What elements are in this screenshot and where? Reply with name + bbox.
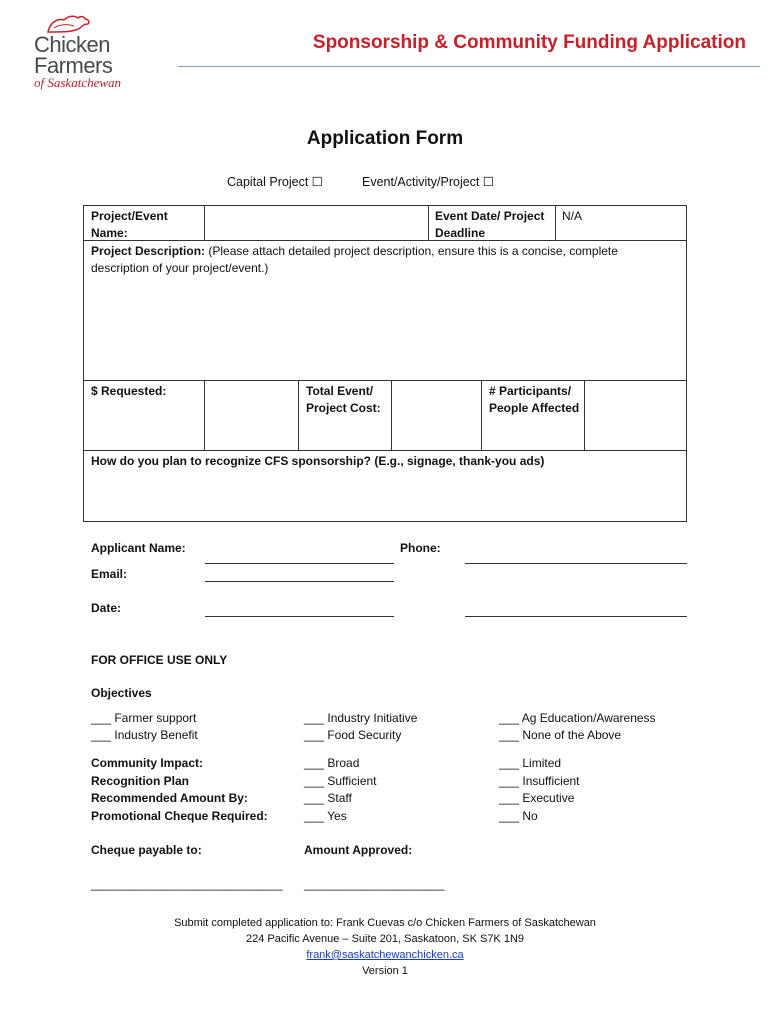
- logo-line-3: of Saskatchewan: [34, 75, 122, 90]
- amount-approved-label: Amount Approved:: [304, 843, 413, 857]
- participants-label: # Participants/ People Affected: [489, 384, 580, 415]
- event-date-value[interactable]: N/A: [562, 209, 583, 223]
- impact-broad[interactable]: ___ Broad: [304, 756, 360, 770]
- objective-farmer-support[interactable]: ___ Farmer support: [91, 711, 197, 725]
- requested-label: $ Requested:: [91, 384, 167, 398]
- recognize-field[interactable]: [85, 472, 685, 520]
- plan-insufficient[interactable]: ___ Insufficient: [499, 774, 580, 788]
- objective-none[interactable]: ___ None of the Above: [499, 728, 622, 742]
- divider: [555, 205, 556, 241]
- objective-industry-initiative[interactable]: ___ Industry Initiative: [304, 711, 418, 725]
- divider: [298, 380, 299, 451]
- objectives-heading: Objectives: [91, 686, 152, 700]
- total-cost-field[interactable]: [393, 382, 479, 448]
- event-date-label: Event Date/ Project Deadline: [435, 209, 545, 240]
- date-label: Date:: [91, 601, 122, 615]
- divider: [481, 380, 482, 451]
- cheque-payable-line[interactable]: ______________________________: [91, 877, 283, 891]
- plan-sufficient[interactable]: ___ Sufficient: [304, 774, 377, 788]
- date-line[interactable]: [205, 616, 394, 617]
- objective-ag-education[interactable]: ___ Ag Education/Awareness: [499, 711, 656, 725]
- applicant-name-label: Applicant Name:: [91, 541, 186, 555]
- footer-email-link[interactable]: frank@saskatchewanchicken.ca: [306, 949, 464, 961]
- impact-limited[interactable]: ___ Limited: [499, 756, 562, 770]
- objective-food-security[interactable]: ___ Food Security: [304, 728, 402, 742]
- footer-address-line-1: Submit completed application to: Frank Cuevas c/o Chicken Farmers of Saskatchewan: [174, 917, 596, 929]
- phone-line[interactable]: [465, 563, 687, 564]
- cheque-no[interactable]: ___ No: [499, 809, 538, 823]
- header-title: Sponsorship & Community Funding Application: [312, 32, 746, 53]
- form-title: Application Form: [306, 128, 464, 149]
- divider: [83, 380, 687, 381]
- logo-line-1: Chicken: [34, 32, 110, 57]
- rooster-icon: [44, 14, 92, 34]
- phone-label: Phone:: [400, 541, 441, 555]
- divider: [584, 380, 585, 451]
- cheque-payable-label: Cheque payable to:: [91, 843, 202, 857]
- community-impact-label: Community Impact:: [91, 756, 204, 770]
- total-cost-label: Total Event/ Project Cost:: [306, 384, 381, 415]
- capital-project-checkbox[interactable]: Capital Project ☐: [227, 175, 323, 189]
- footer-email-row: [0, 947, 770, 963]
- description-label: Project Description:: [91, 244, 206, 258]
- amount-executive[interactable]: ___ Executive: [499, 791, 575, 805]
- logo-line-2: Farmers: [34, 53, 113, 78]
- project-name-field[interactable]: [206, 206, 426, 239]
- signature-line[interactable]: [465, 616, 687, 617]
- participants-field[interactable]: [586, 382, 685, 448]
- recommended-amount-label: Recommended Amount By:: [91, 791, 248, 805]
- divider: [204, 380, 205, 451]
- description-hint: (Please attach detailed project description, ensure this is a concise, complete description of your project/event.): [91, 244, 618, 275]
- divider: [83, 450, 687, 451]
- applicant-name-line[interactable]: [205, 563, 394, 564]
- amount-staff[interactable]: ___ Staff: [304, 791, 352, 805]
- amount-approved-line[interactable]: ______________________: [304, 877, 445, 891]
- cheque-yes[interactable]: ___ Yes: [304, 809, 347, 823]
- header-rule: [178, 66, 760, 67]
- project-description[interactable]: [91, 243, 671, 277]
- divider: [428, 205, 429, 241]
- footer-version: Version 1: [362, 965, 408, 977]
- office-heading: FOR OFFICE USE ONLY: [91, 653, 228, 667]
- recognize-label: How do you plan to recognize CFS sponsorship? (E.g., signage, thank-you ads): [91, 454, 545, 468]
- logo: [30, 14, 130, 90]
- email-label: Email:: [91, 567, 128, 581]
- email-line[interactable]: [205, 581, 394, 582]
- recognition-plan-label: Recognition Plan: [91, 774, 190, 788]
- requested-field[interactable]: [206, 382, 296, 448]
- footer-address-line-2: 224 Pacific Avenue – Suite 201, Saskatoon, SK S7K 1N9: [245, 933, 525, 945]
- objective-industry-benefit[interactable]: ___ Industry Benefit: [91, 728, 198, 742]
- promotional-cheque-label: Promotional Cheque Required:: [91, 809, 268, 823]
- divider: [391, 380, 392, 451]
- event-project-checkbox[interactable]: Event/Activity/Project ☐: [362, 175, 495, 189]
- divider: [204, 205, 205, 241]
- project-name-label: Project/Event Name:: [91, 209, 168, 240]
